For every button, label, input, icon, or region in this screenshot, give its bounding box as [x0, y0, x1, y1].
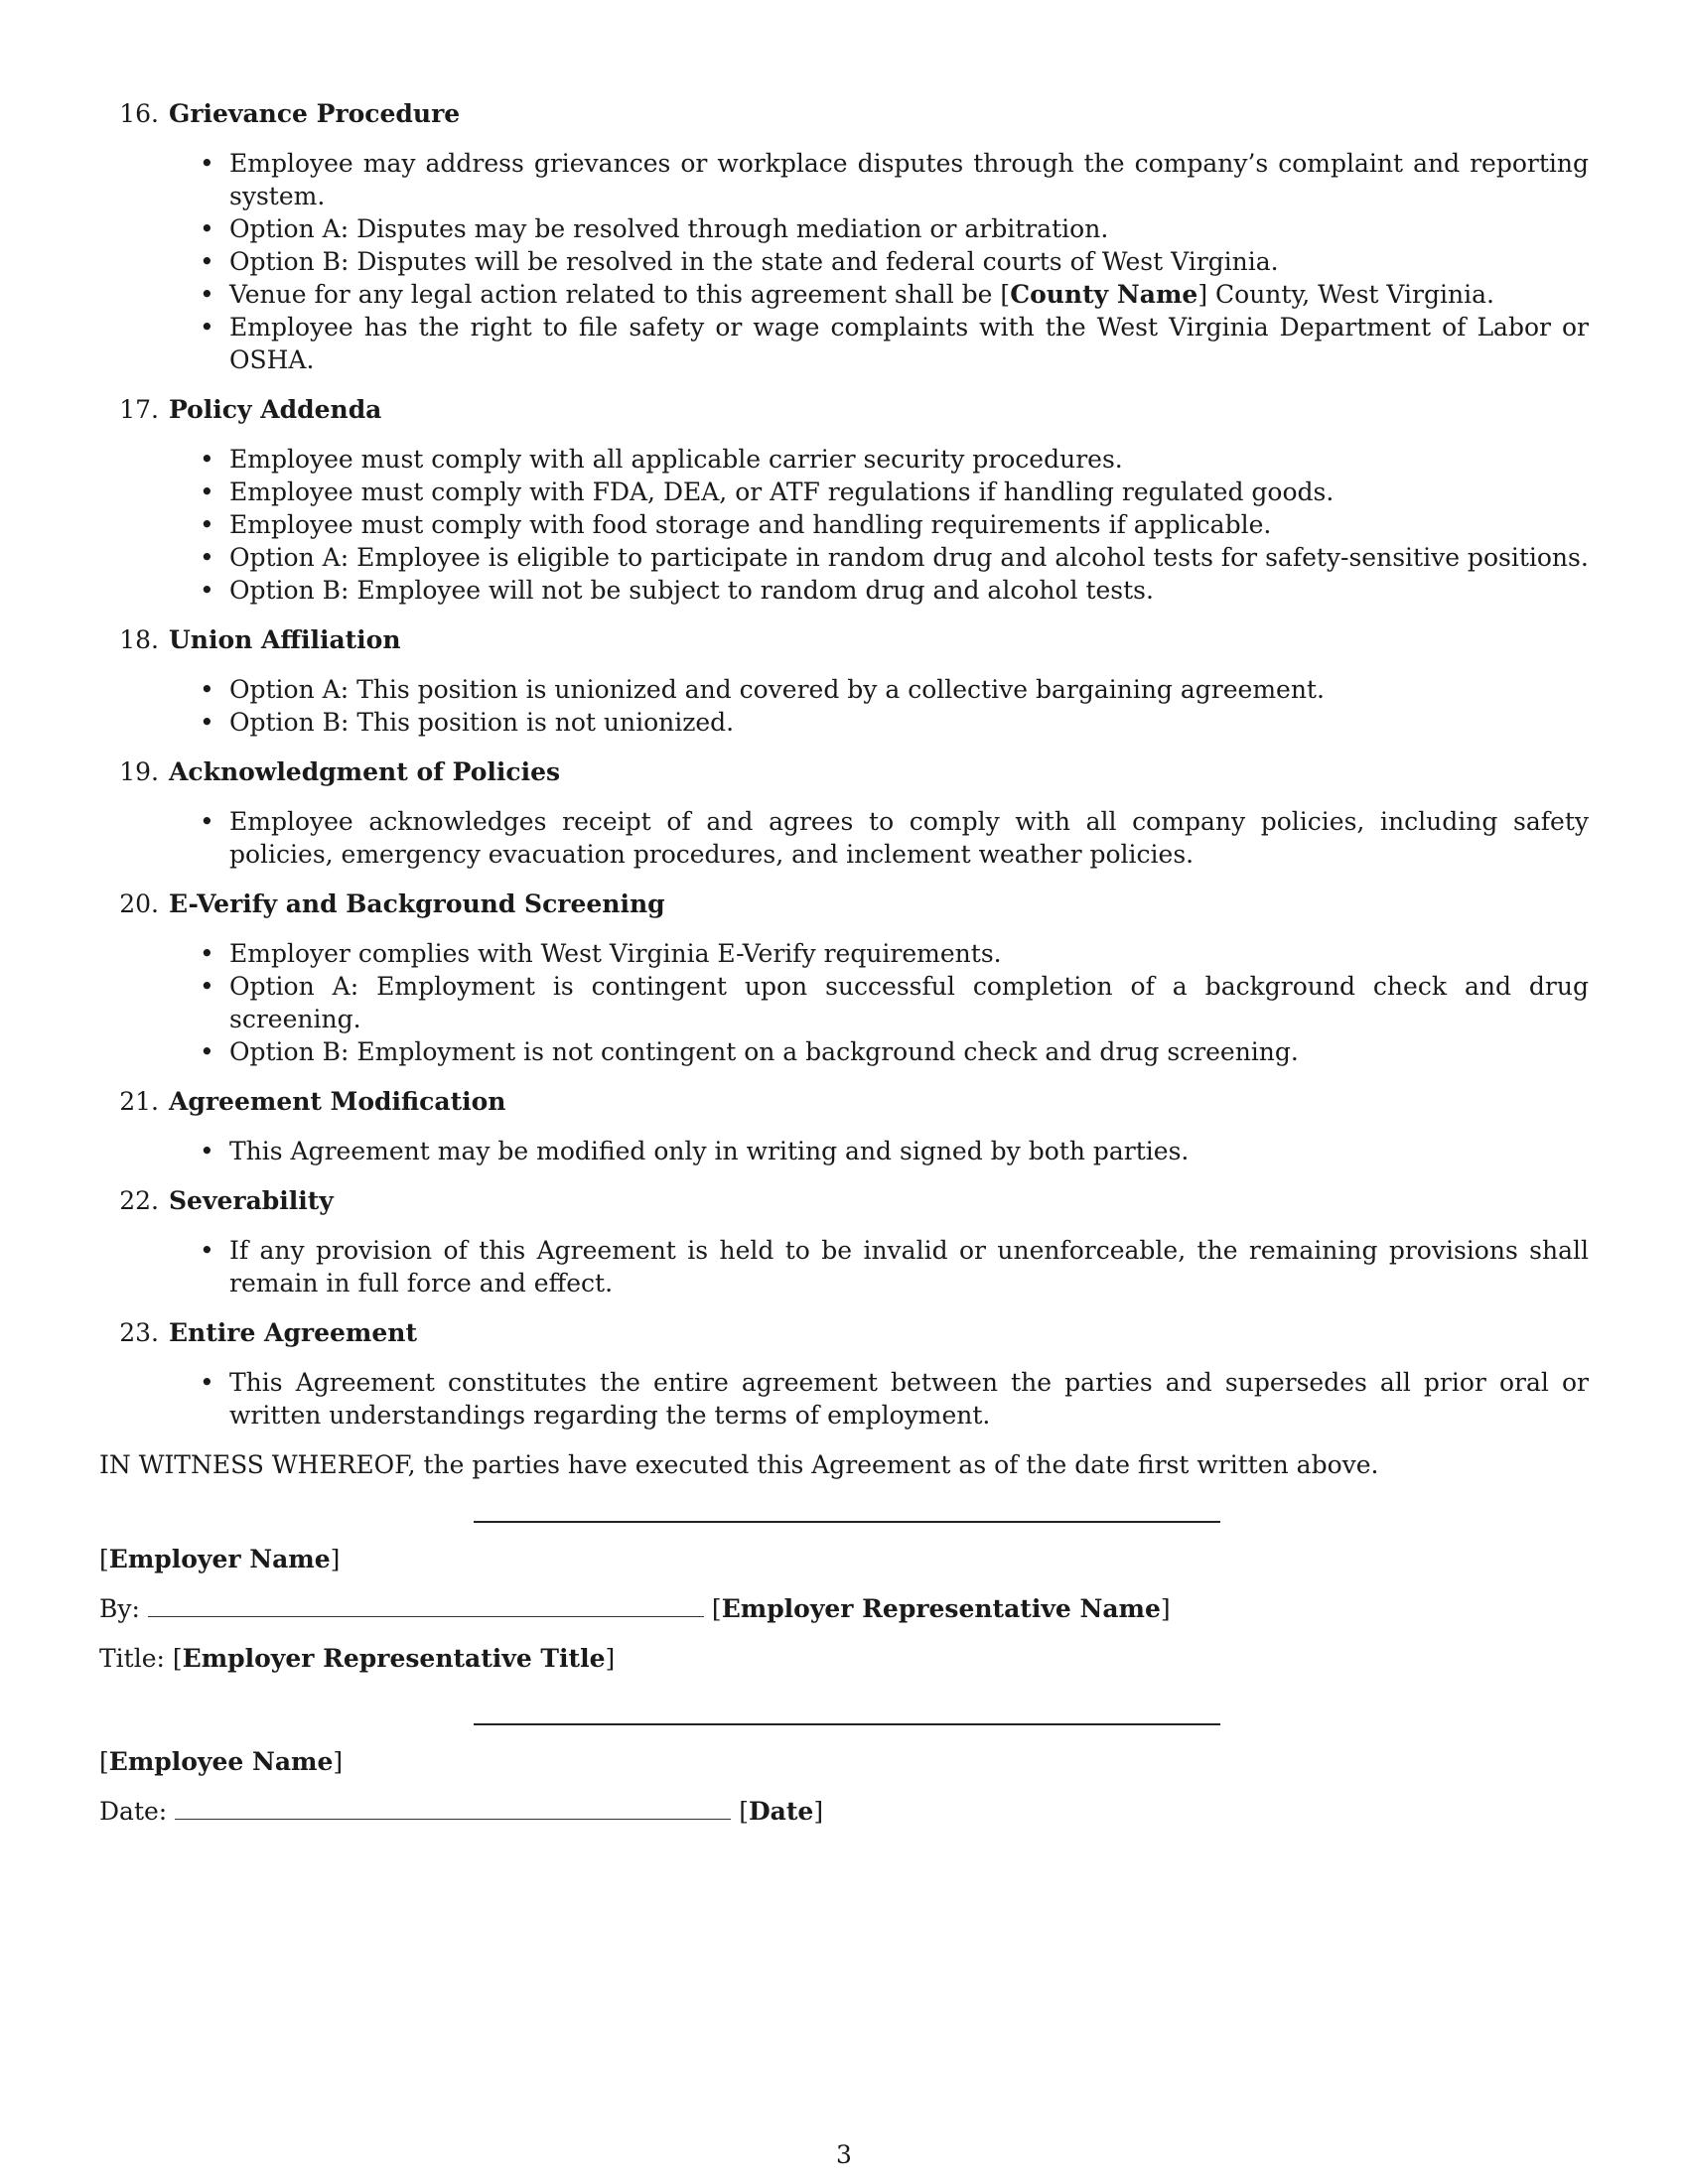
list-item: • Employee acknowledges receipt of and agrees to comply with all company policies, including safety policies, emergency evacuation procedures, and inclement weather policies. — [99, 805, 1589, 871]
section-title: Entire Agreement — [169, 1318, 417, 1347]
section-number: 23. — [119, 1318, 159, 1347]
list-item — [99, 278, 1589, 311]
title-label: Title: — [99, 1644, 165, 1673]
list-item: • Employer complies with West Virginia E-Verify requirements. — [99, 937, 1589, 970]
employer-name-line: [Employer Name] — [99, 1545, 341, 1573]
date-signature-blank[interactable] — [175, 1797, 731, 1820]
section-title: Union Affiliation — [169, 625, 401, 654]
employee-name: Employee Name — [108, 1747, 334, 1776]
section-heading — [99, 887, 1589, 920]
sections-container — [99, 97, 1589, 1432]
section-heading — [99, 1316, 1589, 1349]
signature-rule-employee — [474, 1723, 1220, 1725]
section-title: E-Verify and Background Screening — [169, 889, 665, 918]
section-title: Agreement Modification — [169, 1087, 506, 1116]
bullet-text-after: ] County, West Virginia. — [1197, 280, 1494, 309]
section-19 — [99, 755, 1589, 871]
section-number: 21. — [119, 1087, 159, 1116]
bullet-list — [99, 673, 1589, 739]
section-18 — [99, 623, 1589, 739]
section-16 — [99, 97, 1589, 376]
list-item: • Employee must comply with FDA, DEA, or ATF regulations if handling regulated goods. — [99, 476, 1589, 508]
section-heading — [99, 623, 1589, 656]
list-item: • Option A: Employee is eligible to participate in random drug and alcohol tests for safety-sensitive positions. — [99, 541, 1589, 574]
employee-date-line: Date: [Date] — [99, 1797, 824, 1826]
page-number: 3 — [836, 2140, 852, 2169]
section-heading — [99, 393, 1589, 426]
section-number: 22. — [119, 1186, 159, 1215]
date-value: Date — [748, 1797, 814, 1826]
section-number: 18. — [119, 625, 159, 654]
list-item: • Option A: Employment is contingent upon successful completion of a background check and drug screening. — [99, 970, 1589, 1035]
employer-rep-title: Employer Representative Title — [182, 1644, 606, 1673]
bullet-list — [99, 805, 1589, 871]
section-number: 20. — [119, 889, 159, 918]
bullet-list — [99, 1234, 1589, 1299]
section-title: Grievance Procedure — [169, 99, 461, 128]
section-title: Severability — [169, 1186, 334, 1215]
section-heading — [99, 1184, 1589, 1217]
section-title: Policy Addenda — [169, 395, 382, 424]
list-item: • Option B: This position is not unionized. — [99, 706, 1589, 739]
by-signature-blank[interactable] — [148, 1594, 704, 1617]
bullet-list — [99, 147, 1589, 376]
bullet-list — [99, 1135, 1589, 1167]
list-item: • Option B: Employment is not contingent on a background check and drug screening. — [99, 1035, 1589, 1068]
bullet-list — [99, 443, 1589, 607]
employer-by-line: By: [Employer Representative Name] — [99, 1594, 1171, 1623]
section-17 — [99, 393, 1589, 607]
list-item: • This Agreement constitutes the entire agreement between the parties and supersedes all prior oral or written understandings regarding the terms of employment. — [99, 1366, 1589, 1432]
witness-clause: IN WITNESS WHEREOF, the parties have executed this Agreement as of the date first written above. — [99, 1450, 1379, 1479]
list-item: • Option A: Disputes may be resolved through mediation or arbitration. — [99, 212, 1589, 245]
document-page — [99, 97, 1589, 1837]
section-title: Acknowledgment of Policies — [169, 757, 561, 786]
list-item: • Option B: Disputes will be resolved in the state and federal courts of West Virginia. — [99, 245, 1589, 278]
section-number: 17. — [119, 395, 159, 424]
section-heading — [99, 97, 1589, 130]
list-item: • Option B: Employee will not be subject to random drug and alcohol tests. — [99, 574, 1589, 607]
section-21 — [99, 1085, 1589, 1167]
section-number: 19. — [119, 757, 159, 786]
list-item: • Employee must comply with food storage and handling requirements if applicable. — [99, 508, 1589, 541]
list-item: • Employee must comply with all applicable carrier security procedures. — [99, 443, 1589, 476]
section-heading — [99, 1085, 1589, 1118]
bullet-list — [99, 1366, 1589, 1432]
bullet-list — [99, 937, 1589, 1068]
section-22 — [99, 1184, 1589, 1299]
employee-name-line: [Employee Name] — [99, 1747, 344, 1776]
employer-title-line: Title: [Employer Representative Title] — [99, 1644, 616, 1673]
signature-rule-employer — [474, 1521, 1220, 1523]
section-20 — [99, 887, 1589, 1068]
list-item: • This Agreement may be modified only in writing and signed by both parties. — [99, 1135, 1589, 1167]
date-label: Date: — [99, 1797, 168, 1826]
employer-rep-name: Employer Representative Name — [721, 1594, 1161, 1623]
by-label: By: — [99, 1594, 140, 1623]
list-item: • Option A: This position is unionized and covered by a collective bargaining agreement. — [99, 673, 1589, 706]
list-item: • If any provision of this Agreement is held to be invalid or unenforceable, the remaining provisions shall remain in full force and effect. — [99, 1234, 1589, 1299]
bullet-text-before: Venue for any legal action related to this agreement shall be [ — [229, 280, 1011, 309]
section-23 — [99, 1316, 1589, 1432]
list-item: • Employee has the right to file safety or wage complaints with the West Virginia Department of Labor or OSHA. — [99, 311, 1589, 376]
employer-name: Employer Name — [108, 1545, 331, 1573]
section-heading — [99, 755, 1589, 788]
placeholder-county-name: County Name — [1010, 280, 1198, 309]
section-number: 16. — [119, 99, 159, 128]
list-item: • Employee may address grievances or workplace disputes through the company’s complaint and reporting system. — [99, 147, 1589, 212]
